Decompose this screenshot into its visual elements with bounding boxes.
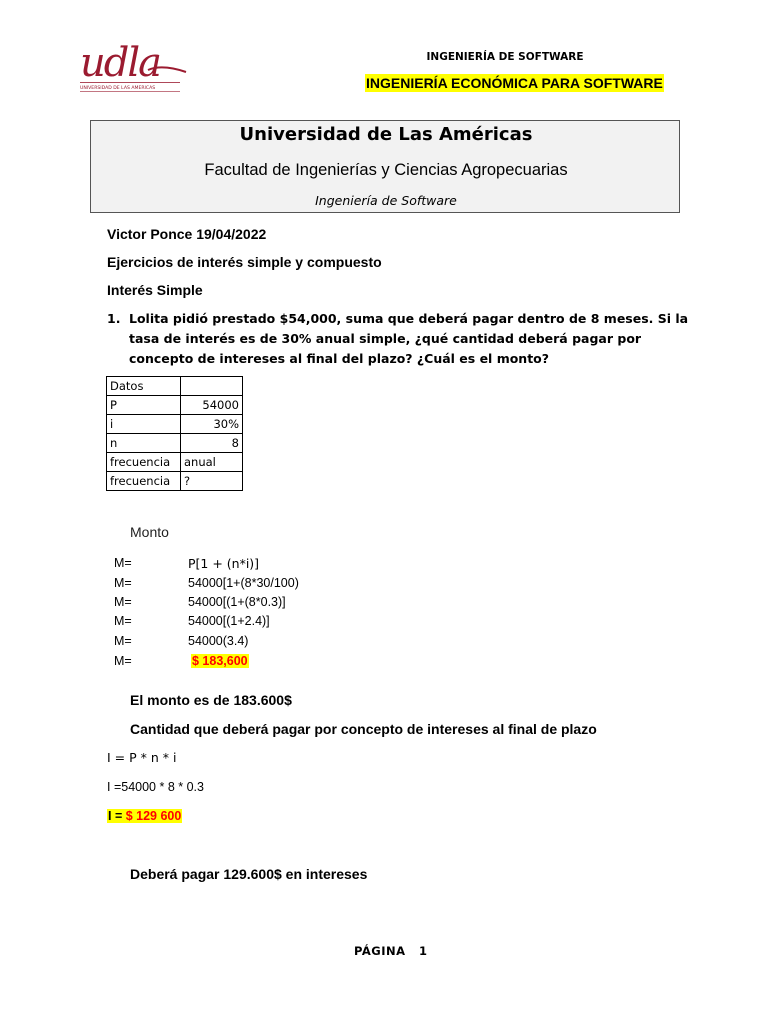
table-cell-value: 8 bbox=[181, 434, 243, 453]
table-cell-label: n bbox=[107, 434, 181, 453]
page-number: PÁGINA 1 bbox=[354, 944, 428, 958]
table-row bbox=[107, 453, 243, 472]
interest-substitution: I =54000 * 8 * 0.3 bbox=[107, 780, 204, 794]
monto-step-value: 54000[(1+(8*0.3)] bbox=[188, 595, 286, 609]
monto-step-label: M= bbox=[114, 654, 132, 668]
monto-label: Monto bbox=[130, 524, 169, 540]
table-row bbox=[107, 434, 243, 453]
header-department: INGENIERÍA DE SOFTWARE bbox=[426, 51, 584, 63]
table-cell-label: i bbox=[107, 415, 181, 434]
table-empty-cell bbox=[181, 377, 243, 396]
svg-text:UNIVERSIDAD DE LAS AMERICAS: UNIVERSIDAD DE LAS AMERICAS bbox=[80, 86, 156, 91]
table-cell-value: ? bbox=[181, 472, 243, 491]
interest-result-value: $ 129 600 bbox=[125, 809, 182, 823]
data-table bbox=[106, 376, 243, 491]
monto-conclusion: El monto es de 183.600$ bbox=[130, 692, 292, 708]
monto-step-label: M= bbox=[114, 556, 132, 570]
interest-formula: I = P * n * i bbox=[107, 750, 177, 765]
table-row bbox=[107, 396, 243, 415]
udla-logo bbox=[78, 40, 196, 96]
table-cell-label: frecuencia bbox=[107, 472, 181, 491]
document-subtitle: Ejercicios de interés simple y compuesto bbox=[107, 254, 382, 270]
monto-step-label: M= bbox=[114, 634, 132, 648]
question-text: Lolita pidió prestado $54,000, suma que deberá pagar dentro de 8 meses. Si la tasa de interés es de 30% anual simple, ¿qué cantidad deberá pagar por concepto de intereses al final del plazo? ¿Cuál es el monto? bbox=[129, 311, 689, 366]
monto-step-label: M= bbox=[114, 576, 132, 590]
table-cell-value: 54000 bbox=[181, 396, 243, 415]
svg-text:udla: udla bbox=[80, 40, 161, 86]
table-row bbox=[107, 415, 243, 434]
monto-step-label: M= bbox=[114, 595, 132, 609]
table-cell-value: 30% bbox=[181, 415, 243, 434]
table-row bbox=[107, 472, 243, 491]
question-number: 1. bbox=[107, 311, 121, 326]
monto-result-highlight: $ 183,600 bbox=[192, 654, 248, 668]
monto-step-value: P[1 + (n*i)] bbox=[188, 556, 260, 571]
author-date: Victor Ponce 19/04/2022 bbox=[107, 226, 267, 242]
interest-result-label: I = bbox=[108, 809, 126, 823]
monto-step-value: 54000(3.4) bbox=[188, 634, 249, 648]
faculty-name: Facultad de Ingenierías y Ciencias Agropecuarias bbox=[204, 161, 568, 179]
university-name: Universidad de Las Américas bbox=[239, 124, 533, 145]
interest-result-highlight bbox=[107, 809, 182, 823]
table-header-row bbox=[107, 377, 243, 396]
section-heading: Interés Simple bbox=[107, 282, 203, 298]
table-cell-label: frecuencia bbox=[107, 453, 181, 472]
monto-step-value: 54000[1+(8*30/100) bbox=[188, 576, 299, 590]
table-header-cell: Datos bbox=[107, 377, 181, 396]
monto-step-label: M= bbox=[114, 614, 132, 628]
title-box bbox=[90, 120, 680, 213]
program-name: Ingeniería de Software bbox=[315, 193, 457, 208]
table-cell-label: P bbox=[107, 396, 181, 415]
header-course-title: INGENIERÍA ECONÓMICA PARA SOFTWARE bbox=[366, 75, 663, 91]
interest-heading: Cantidad que deberá pagar por concepto de intereses al final de plazo bbox=[130, 721, 597, 737]
monto-step-value: 54000[(1+2.4)] bbox=[188, 614, 270, 628]
table-cell-value: anual bbox=[181, 453, 243, 472]
interest-conclusion: Deberá pagar 129.600$ en intereses bbox=[130, 866, 368, 882]
